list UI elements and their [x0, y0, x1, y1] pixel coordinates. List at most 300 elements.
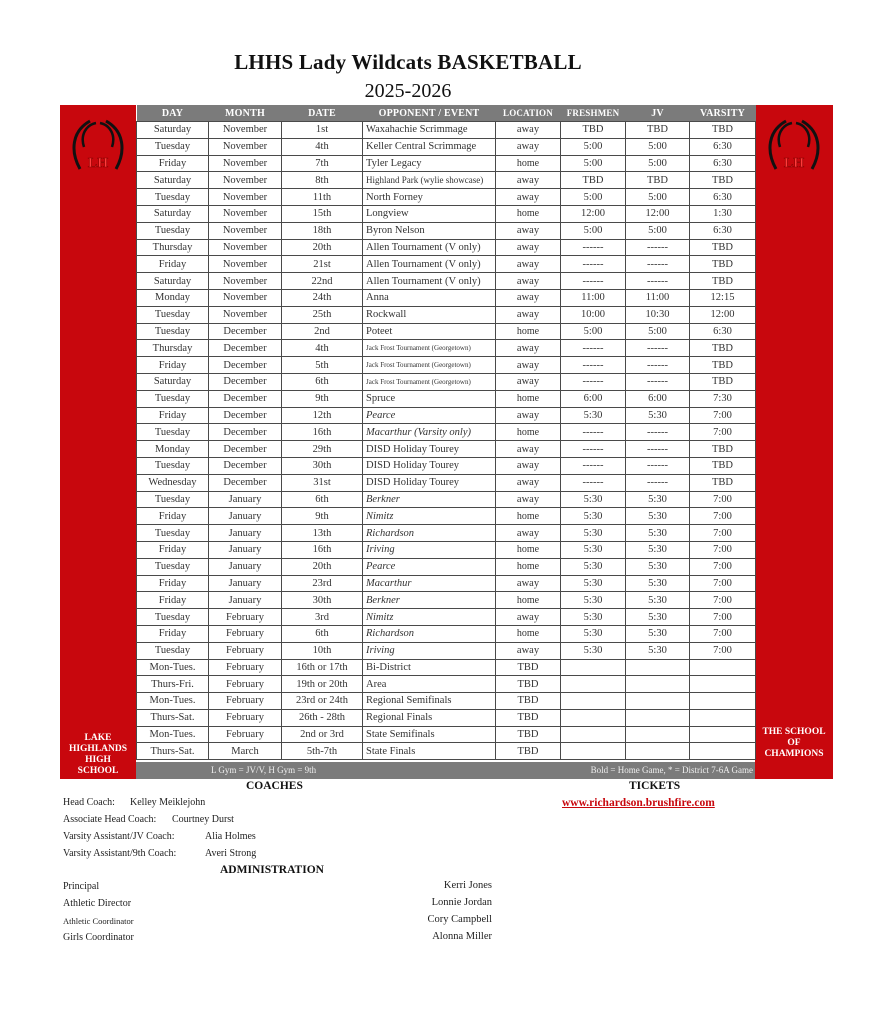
admin-name: Cory Campbell: [427, 914, 492, 925]
cell-date: 12th: [282, 407, 363, 424]
cell-freshmen: 5:00: [561, 189, 626, 206]
cell-varsity: 6:30: [690, 189, 756, 206]
cell-month: February: [209, 659, 282, 676]
cell-day: Tuesday: [137, 424, 209, 441]
cell-month: November: [209, 222, 282, 239]
cell-jv: 5:00: [626, 155, 690, 172]
cell-month: December: [209, 457, 282, 474]
cell-freshmen: 5:00: [561, 155, 626, 172]
cell-opponent: Anna: [363, 289, 496, 306]
cell-location: home: [496, 558, 561, 575]
table-row: [137, 222, 756, 239]
table-row: [137, 659, 756, 676]
cell-month: November: [209, 155, 282, 172]
table-header-row: [137, 105, 756, 122]
cell-day: Tuesday: [137, 390, 209, 407]
cell-opponent: Regional Semifinals: [363, 693, 496, 710]
cell-varsity: 7:00: [690, 407, 756, 424]
school-name-line: HIGHLANDS: [68, 744, 128, 754]
cell-location: away: [496, 172, 561, 189]
cell-jv: 5:30: [626, 525, 690, 542]
cell-opponent: Allen Tournament (V only): [363, 239, 496, 256]
admin-name: Lonnie Jordan: [431, 897, 492, 908]
cell-date: 8th: [282, 172, 363, 189]
page-title: LHHS Lady Wildcats BASKETBALL: [234, 50, 582, 74]
cell-varsity: 7:00: [690, 592, 756, 609]
cell-opponent: Richardson: [363, 625, 496, 642]
cell-freshmen: ------: [561, 373, 626, 390]
cell-jv: ------: [626, 256, 690, 273]
cell-freshmen: ------: [561, 424, 626, 441]
cell-varsity: [690, 693, 756, 710]
schedule-body: [137, 122, 756, 760]
table-row: [137, 525, 756, 542]
cell-varsity: [690, 659, 756, 676]
cell-freshmen: 5:30: [561, 609, 626, 626]
cell-date: 18th: [282, 222, 363, 239]
cell-month: February: [209, 676, 282, 693]
cell-date: 23rd or 24th: [282, 693, 363, 710]
cell-opponent: DISD Holiday Tourey: [363, 441, 496, 458]
cell-day: Tuesday: [137, 609, 209, 626]
cell-location: away: [496, 138, 561, 155]
school-name-line: SCHOOL: [77, 766, 119, 776]
left-side-panel: [60, 105, 136, 779]
cell-varsity: TBD: [690, 340, 756, 357]
table-row: [137, 407, 756, 424]
cell-jv: 10:30: [626, 306, 690, 323]
coach-name: Kelley Meiklejohn: [130, 797, 206, 808]
cell-month: January: [209, 541, 282, 558]
cell-freshmen: [561, 659, 626, 676]
table-row: [137, 239, 756, 256]
cell-opponent: Jack Frost Tournament (Georgetown): [363, 373, 496, 390]
cell-jv: [626, 693, 690, 710]
cell-varsity: TBD: [690, 474, 756, 491]
table-row: [137, 676, 756, 693]
cell-location: away: [496, 340, 561, 357]
cell-date: 1st: [282, 122, 363, 139]
basketball-logo-icon: [762, 117, 826, 173]
cell-location: away: [496, 222, 561, 239]
coach-role: Varsity Assistant/9th Coach:: [63, 848, 177, 859]
cell-date: 24th: [282, 289, 363, 306]
cell-jv: ------: [626, 340, 690, 357]
table-row: [137, 390, 756, 407]
cell-opponent: Spruce: [363, 390, 496, 407]
cell-location: away: [496, 239, 561, 256]
cell-opponent: North Forney: [363, 189, 496, 206]
cell-opponent: Richardson: [363, 525, 496, 542]
table-row: [137, 306, 756, 323]
cell-location: home: [496, 424, 561, 441]
cell-jv: 5:00: [626, 222, 690, 239]
cell-location: home: [496, 541, 561, 558]
cell-jv: 5:30: [626, 558, 690, 575]
coach-name: Courtney Durst: [172, 814, 234, 825]
cell-varsity: 7:00: [690, 558, 756, 575]
cell-location: home: [496, 323, 561, 340]
cell-location: away: [496, 474, 561, 491]
cell-varsity: TBD: [690, 357, 756, 374]
cell-varsity: TBD: [690, 457, 756, 474]
cell-month: December: [209, 474, 282, 491]
cell-jv: ------: [626, 239, 690, 256]
admin-role: Athletic Coordinator: [63, 916, 134, 926]
cell-freshmen: 5:30: [561, 592, 626, 609]
cell-opponent: Pearce: [363, 407, 496, 424]
cell-varsity: [690, 676, 756, 693]
logo-text: LH: [87, 156, 109, 171]
column-header-date: DATE: [282, 105, 363, 122]
cell-location: TBD: [496, 693, 561, 710]
cell-month: January: [209, 525, 282, 542]
admin-role: Athletic Director: [63, 898, 132, 909]
cell-freshmen: 5:30: [561, 558, 626, 575]
cell-month: November: [209, 189, 282, 206]
cell-opponent: Area: [363, 676, 496, 693]
column-header-day: DAY: [137, 105, 209, 122]
cell-opponent: Allen Tournament (V only): [363, 273, 496, 290]
cell-location: home: [496, 508, 561, 525]
cell-month: December: [209, 340, 282, 357]
cell-day: Tuesday: [137, 138, 209, 155]
cell-jv: 5:30: [626, 609, 690, 626]
cell-date: 3rd: [282, 609, 363, 626]
admin-name: Alonna Miller: [432, 931, 492, 942]
cell-varsity: TBD: [690, 373, 756, 390]
school-name-line: LAKE: [84, 733, 112, 743]
cell-date: 30th: [282, 592, 363, 609]
basketball-logo-icon: [66, 117, 130, 173]
cell-month: December: [209, 323, 282, 340]
cell-month: February: [209, 642, 282, 659]
cell-freshmen: ------: [561, 457, 626, 474]
cell-date: 9th: [282, 390, 363, 407]
cell-date: 5th-7th: [282, 743, 363, 760]
cell-date: 16th: [282, 541, 363, 558]
cell-location: away: [496, 609, 561, 626]
cell-day: Thurs-Sat.: [137, 743, 209, 760]
cell-day: Mon-Tues.: [137, 726, 209, 743]
cell-date: 10th: [282, 642, 363, 659]
cell-jv: ------: [626, 357, 690, 374]
table-row: [137, 289, 756, 306]
cell-freshmen: 5:00: [561, 138, 626, 155]
column-header-opponent: OPPONENT / EVENT: [363, 105, 496, 122]
coach-role: Associate Head Coach:: [63, 814, 157, 825]
cell-date: 15th: [282, 205, 363, 222]
cell-day: Friday: [137, 508, 209, 525]
cell-day: Saturday: [137, 122, 209, 139]
cell-date: 20th: [282, 239, 363, 256]
table-row: [137, 693, 756, 710]
cell-freshmen: [561, 743, 626, 760]
cell-day: Wednesday: [137, 474, 209, 491]
cell-day: Tuesday: [137, 642, 209, 659]
table-footer-bar: [136, 762, 755, 779]
cell-freshmen: ------: [561, 273, 626, 290]
game-legend: Bold = Home Game, * = District 7-6A Game: [590, 765, 753, 775]
cell-month: November: [209, 205, 282, 222]
cell-date: 19th or 20th: [282, 676, 363, 693]
cell-day: Saturday: [137, 172, 209, 189]
cell-day: Friday: [137, 357, 209, 374]
cell-opponent: Longview: [363, 205, 496, 222]
cell-date: 2nd or 3rd: [282, 726, 363, 743]
cell-varsity: [690, 726, 756, 743]
cell-location: away: [496, 642, 561, 659]
admin-role: Principal: [63, 881, 100, 892]
cell-opponent: Regional Finals: [363, 709, 496, 726]
cell-jv: [626, 726, 690, 743]
cell-day: Thursday: [137, 340, 209, 357]
cell-jv: 5:30: [626, 407, 690, 424]
school-name-line: HIGH: [85, 755, 111, 765]
cell-month: November: [209, 239, 282, 256]
cell-freshmen: TBD: [561, 122, 626, 139]
slogan-line: OF: [787, 738, 801, 748]
cell-month: December: [209, 390, 282, 407]
cell-month: January: [209, 491, 282, 508]
cell-location: away: [496, 306, 561, 323]
table-row: [137, 491, 756, 508]
cell-varsity: 12:15: [690, 289, 756, 306]
slogan-text: [755, 727, 833, 760]
table-row: [137, 558, 756, 575]
cell-freshmen: TBD: [561, 172, 626, 189]
table-row: [137, 323, 756, 340]
table-row: [137, 373, 756, 390]
table-row: [137, 541, 756, 558]
cell-date: 4th: [282, 340, 363, 357]
column-header-varsity: VARSITY: [690, 105, 756, 122]
cell-month: March: [209, 743, 282, 760]
cell-freshmen: 6:00: [561, 390, 626, 407]
cell-varsity: 6:30: [690, 155, 756, 172]
cell-jv: 12:00: [626, 205, 690, 222]
cell-varsity: 12:00: [690, 306, 756, 323]
cell-day: Tuesday: [137, 222, 209, 239]
schedule-table: [136, 105, 756, 760]
cell-day: Friday: [137, 575, 209, 592]
cell-location: away: [496, 256, 561, 273]
cell-month: February: [209, 709, 282, 726]
cell-location: away: [496, 441, 561, 458]
table-row: [137, 508, 756, 525]
cell-location: away: [496, 122, 561, 139]
cell-month: December: [209, 441, 282, 458]
cell-month: February: [209, 693, 282, 710]
cell-jv: 5:30: [626, 541, 690, 558]
cell-date: 16th: [282, 424, 363, 441]
table-row: [137, 357, 756, 374]
cell-varsity: [690, 709, 756, 726]
cell-jv: 5:00: [626, 138, 690, 155]
cell-location: away: [496, 273, 561, 290]
cell-date: 26th - 28th: [282, 709, 363, 726]
cell-freshmen: ------: [561, 474, 626, 491]
cell-freshmen: 12:00: [561, 205, 626, 222]
cell-varsity: 7:00: [690, 575, 756, 592]
cell-opponent: Macarthur: [363, 575, 496, 592]
cell-jv: ------: [626, 424, 690, 441]
coaches-heading: COACHES: [246, 780, 303, 792]
cell-day: Mon-Tues.: [137, 693, 209, 710]
cell-jv: 11:00: [626, 289, 690, 306]
cell-day: Tuesday: [137, 323, 209, 340]
cell-date: 5th: [282, 357, 363, 374]
table-row: [137, 642, 756, 659]
cell-jv: 5:30: [626, 491, 690, 508]
cell-opponent: State Finals: [363, 743, 496, 760]
table-row: [137, 625, 756, 642]
season-subtitle: 2025-2026: [364, 80, 452, 102]
cell-freshmen: 5:30: [561, 508, 626, 525]
cell-varsity: 7:00: [690, 424, 756, 441]
cell-month: December: [209, 373, 282, 390]
cell-freshmen: [561, 693, 626, 710]
cell-date: 20th: [282, 558, 363, 575]
table-row: [137, 441, 756, 458]
cell-month: December: [209, 357, 282, 374]
cell-varsity: 6:30: [690, 138, 756, 155]
cell-date: 4th: [282, 138, 363, 155]
cell-opponent: Berkner: [363, 592, 496, 609]
cell-jv: 5:30: [626, 508, 690, 525]
cell-freshmen: 5:00: [561, 323, 626, 340]
cell-jv: 6:00: [626, 390, 690, 407]
cell-day: Friday: [137, 625, 209, 642]
cell-freshmen: 10:00: [561, 306, 626, 323]
cell-jv: ------: [626, 441, 690, 458]
cell-opponent: Iriving: [363, 541, 496, 558]
cell-freshmen: 5:30: [561, 491, 626, 508]
cell-jv: ------: [626, 457, 690, 474]
cell-opponent: Highland Park (wylie showcase): [363, 172, 496, 189]
cell-opponent: Byron Nelson: [363, 222, 496, 239]
cell-opponent: Rockwall: [363, 306, 496, 323]
cell-jv: 5:00: [626, 189, 690, 206]
cell-opponent: Pearce: [363, 558, 496, 575]
cell-jv: ------: [626, 273, 690, 290]
cell-jv: 5:00: [626, 323, 690, 340]
cell-location: away: [496, 407, 561, 424]
slogan-line: THE SCHOOL: [762, 727, 826, 737]
cell-jv: 5:30: [626, 642, 690, 659]
cell-freshmen: ------: [561, 357, 626, 374]
cell-varsity: 7:00: [690, 525, 756, 542]
cell-opponent: Keller Central Scrimmage: [363, 138, 496, 155]
table-row: [137, 474, 756, 491]
cell-freshmen: ------: [561, 441, 626, 458]
cell-date: 2nd: [282, 323, 363, 340]
cell-date: 23rd: [282, 575, 363, 592]
cell-month: December: [209, 407, 282, 424]
gym-legend: L Gym = JV/V, H Gym = 9th: [211, 765, 317, 775]
cell-varsity: 1:30: [690, 205, 756, 222]
cell-freshmen: [561, 726, 626, 743]
cell-freshmen: ------: [561, 239, 626, 256]
school-name-text: [60, 733, 136, 777]
cell-location: TBD: [496, 743, 561, 760]
cell-location: home: [496, 205, 561, 222]
cell-location: home: [496, 592, 561, 609]
cell-month: February: [209, 609, 282, 626]
table-row: [137, 709, 756, 726]
cell-freshmen: ------: [561, 340, 626, 357]
cell-location: away: [496, 357, 561, 374]
cell-opponent: DISD Holiday Tourey: [363, 474, 496, 491]
cell-location: away: [496, 373, 561, 390]
cell-month: November: [209, 256, 282, 273]
cell-location: away: [496, 189, 561, 206]
cell-varsity: 7:00: [690, 642, 756, 659]
cell-day: Thursday: [137, 239, 209, 256]
cell-opponent: Waxahachie Scrimmage: [363, 122, 496, 139]
cell-varsity: TBD: [690, 239, 756, 256]
cell-month: November: [209, 306, 282, 323]
cell-date: 16th or 17th: [282, 659, 363, 676]
cell-date: 21st: [282, 256, 363, 273]
cell-location: away: [496, 525, 561, 542]
cell-varsity: TBD: [690, 172, 756, 189]
cell-freshmen: 5:30: [561, 575, 626, 592]
cell-month: November: [209, 273, 282, 290]
cell-opponent: Bi-District: [363, 659, 496, 676]
cell-month: November: [209, 138, 282, 155]
cell-date: 30th: [282, 457, 363, 474]
column-header-jv: JV: [626, 105, 690, 122]
cell-day: Monday: [137, 441, 209, 458]
cell-varsity: TBD: [690, 441, 756, 458]
cell-day: Friday: [137, 592, 209, 609]
cell-day: Friday: [137, 155, 209, 172]
cell-varsity: 7:00: [690, 609, 756, 626]
cell-freshmen: 5:30: [561, 642, 626, 659]
cell-freshmen: 5:30: [561, 525, 626, 542]
cell-date: 13th: [282, 525, 363, 542]
cell-opponent: Nimitz: [363, 609, 496, 626]
cell-varsity: 7:30: [690, 390, 756, 407]
cell-month: December: [209, 424, 282, 441]
cell-jv: ------: [626, 474, 690, 491]
cell-day: Friday: [137, 407, 209, 424]
table-row: [137, 726, 756, 743]
cell-month: November: [209, 172, 282, 189]
cell-location: home: [496, 625, 561, 642]
tickets-heading: TICKETS: [629, 780, 681, 792]
table-row: [137, 138, 756, 155]
cell-date: 25th: [282, 306, 363, 323]
cell-month: January: [209, 592, 282, 609]
cell-jv: ------: [626, 373, 690, 390]
tickets-link[interactable]: www.richardson.brushfire.com: [562, 797, 715, 809]
cell-day: Thurs-Sat.: [137, 709, 209, 726]
column-header-location: LOCATION: [496, 105, 561, 122]
table-row: [137, 340, 756, 357]
cell-location: home: [496, 155, 561, 172]
cell-location: TBD: [496, 709, 561, 726]
table-row: [137, 172, 756, 189]
cell-varsity: TBD: [690, 256, 756, 273]
cell-month: February: [209, 726, 282, 743]
cell-opponent: Tyler Legacy: [363, 155, 496, 172]
cell-location: away: [496, 491, 561, 508]
table-row: [137, 424, 756, 441]
table-row: [137, 273, 756, 290]
cell-freshmen: [561, 709, 626, 726]
